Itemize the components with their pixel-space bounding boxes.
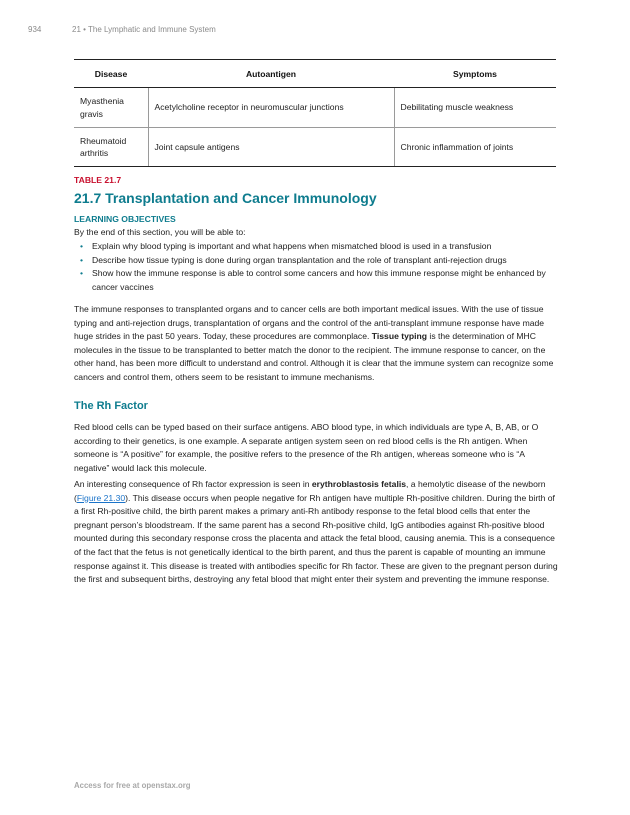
figure-link[interactable]: Figure 21.30 <box>76 492 126 503</box>
blood-typing-paragraph: Red blood cells can be typed based on their surface antigens. ABO blood type, in which individuals are type A, B, AB, or O according to their genetics, is one example. A separate antigen system seen on red blood cells is the Rh antigen. When someone is “A positive” for example, the positive refers to the presence of the Rh antigen, whereas someone who is “A negative” would lack this molecule. <box>74 422 539 473</box>
learning-objectives-intro: By the end of this section, you will be able to: <box>74 227 246 237</box>
text-run: ). This disease occurs when people negative for Rh antigen have multiple Rh-positive children. During the birth of a first Rh-positive child, the birth parent makes a primary anti-Rh antibody response to the fetal blood cells that enter the pregnant person’s bloodstream. If the same parent has a second Rh-positive child, IgG antibodies against Rh-positive blood mounted during this secondary response cross the placenta and attack the fetal blood, causing anemia. This is a consequence of the fact that the fetus is not genetically identical to the birth parent, and thus the parent is capable of mounting an immune response against it. This disease is treated with antibodies specific for Rh factor. These are given to the pregnant person during the first and subsequent births, destroying any fetal blood that might enter their system and preventing the immune response. <box>74 492 558 585</box>
text-run: An interesting consequence of Rh factor expression is seen in <box>74 479 312 489</box>
key-term-erythroblastosis-fetalis: erythroblastosis fetalis <box>311 479 406 489</box>
running-header <box>28 25 216 34</box>
section-title: 21.7 Transplantation and Cancer Immunology <box>74 190 377 206</box>
autoimmune-table <box>74 59 556 167</box>
table-header-row <box>74 60 556 88</box>
footer-text: Access for free at openstax.org <box>74 781 191 790</box>
page-number: 934 <box>28 25 42 34</box>
column-header-symptoms: Symptoms <box>394 60 556 88</box>
table-row <box>74 88 556 128</box>
text-run: is the determination of MHC molecules in the tissue to be transplanted to better match the donor to the recipient. The immune response to cancer, on the other hand, has been more difficult to understand and control. Although it is clear that the immune system can recognize some cancers and control them, others seem to be resistant to immune mechanisms. <box>74 331 554 382</box>
erythroblastosis-paragraph <box>74 478 558 587</box>
table-cell-symptoms: Chronic inflammation of joints <box>394 128 556 167</box>
text-run: The immune responses to transplanted organs and to cancer cells are both important medical issues. With the use of tissue typing and anti-rejection drugs, transplantation of organs and the control of the anti-transplant immune response have made huge strides in the past 50 years. Today, these procedures are commonplace. <box>74 304 545 342</box>
table-cell-disease: Myasthenia gravis <box>74 88 148 128</box>
list-item: • Explain why blood typing is important and what happens when mismatched blood is used in a transfusion <box>74 240 558 254</box>
column-header-disease: Disease <box>74 60 148 88</box>
table-cell-symptoms: Debilitating muscle weakness <box>394 88 556 128</box>
table <box>74 59 556 167</box>
key-term-tissue-typing: Tissue typing <box>371 331 428 342</box>
list-item: • Describe how tissue typing is done during organ transplantation and the role of transplant anti-rejection drugs <box>74 254 558 268</box>
table-cell-autoantigen: Joint capsule antigens <box>148 128 394 167</box>
list-item: • Show how the immune response is able to control some cancers and how this immune response might be enhanced by cancer vaccines <box>74 267 558 294</box>
table-label: TABLE 21.7 <box>74 175 122 185</box>
column-header-autoantigen: Autoantigen <box>148 60 394 88</box>
table-cell-autoantigen: Acetylcholine receptor in neuromuscular junctions <box>148 88 394 128</box>
learning-objectives-heading: LEARNING OBJECTIVES <box>74 214 176 224</box>
intro-paragraph <box>74 303 558 385</box>
rh-factor-heading: The Rh Factor <box>74 400 148 412</box>
table-row <box>74 128 556 167</box>
learning-objectives-list <box>74 240 558 294</box>
text-run: , a hemolytic disease of the newborn ( <box>74 479 546 503</box>
chapter-title: 21 • The Lymphatic and Immune System <box>72 25 216 34</box>
table-cell-disease: Rheumatoid arthritis <box>74 128 148 167</box>
